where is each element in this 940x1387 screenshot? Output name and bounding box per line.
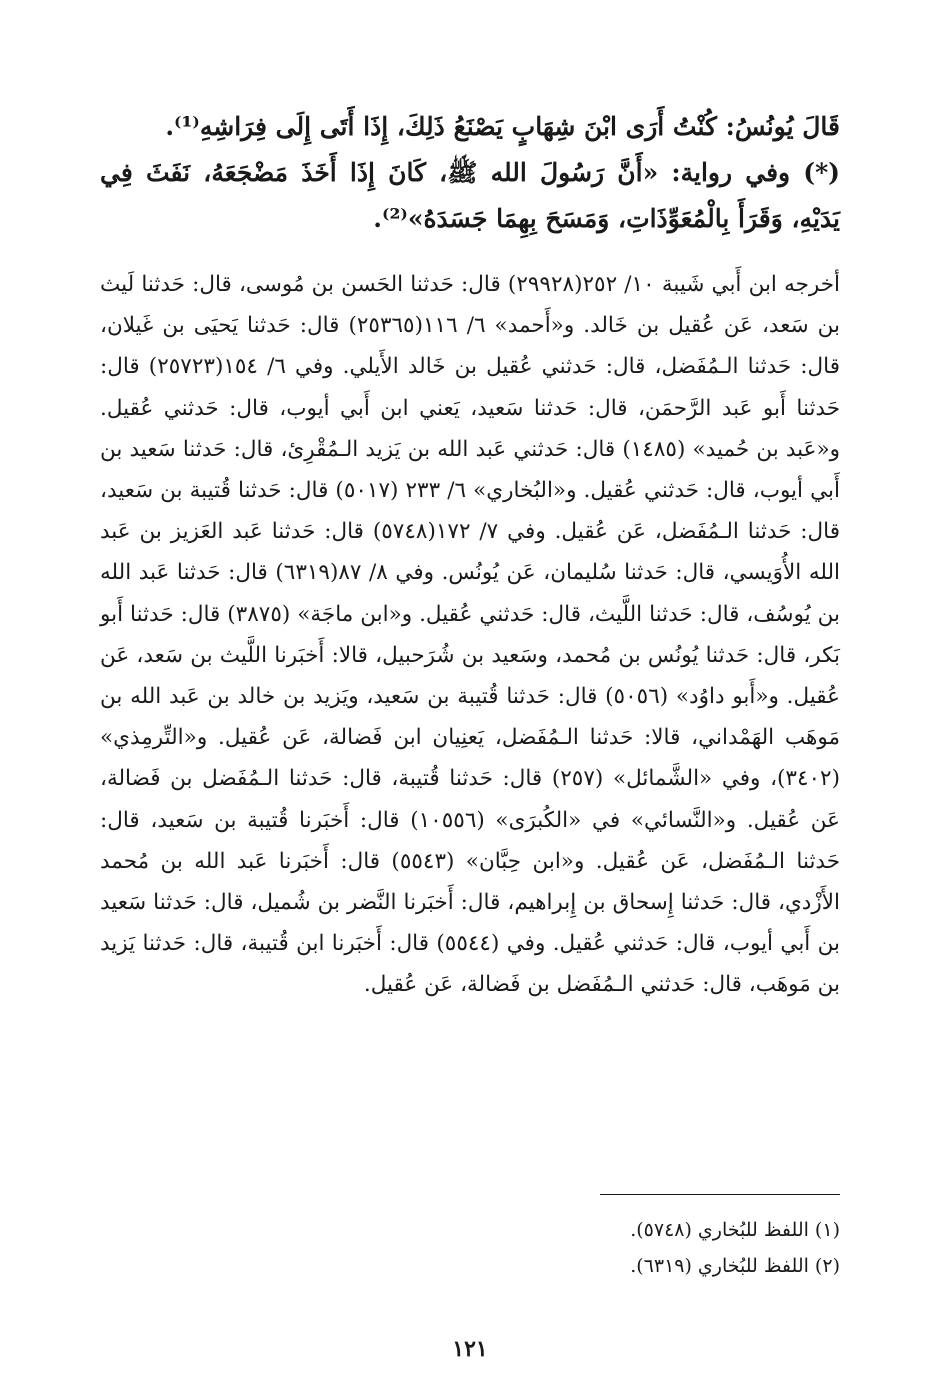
footnote-2: (٢) اللفظ للبُخاري (٦٣١٩).	[630, 1255, 840, 1277]
takhrij-paragraph: أخرجه ابن أَبي شَيبة ١٠/ ٢٥٢(٢٩٩٢٨) قال: حَدثنا الحَسن بن مُوسى، قال: حَدثنا لَيث بن سَعد، عَن عُقيل بن خَالد. و«أَحمد» ٦/ ١١٦(٢٥٣٦٥) قال: حَدثنا يَحيَى بن غَيلان، قال: حَدثنا الـمُفَضل، قال: حَدثني عُقيل بن خَالد الأَيلي. وفي ٦/ ١٥٤(٢٥٧٢٣) قال: حَدثنا أَبو عَبد الرَّحمَن، قال: حَدثنا سَعيد، يَعني ابن أَبي أيوب، قال: حَدثني عُقيل. و«عَبد بن حُميد» (١٤٨٥) قال: حَدثني عَبد الله بن يَزيد الـمُقْرِئ، قال: حَدثنا سَعيد بن أَبي أيوب، قال: حَدثني عُقيل. و«البُخاري» ٦/ ٢٣٣ (٥٠١٧) قال: حَدثنا قُتيبة بن سَعيد، قال: حَدثنا الـمُفَضل، عَن عُقيل. وفي ٧/ ١٧٢(٥٧٤٨) قال: حَدثنا عَبد العَزيز بن عَبد الله الأُوَيسي، قال: حَدثنا سُليمان، عَن يُونُس. وفي ٨/ ٨٧(٦٣١٩) قال: حَدثنا عَبد الله بن يُوسُف، قال: حَدثنا اللَّيث، قال: حَدثني عُقيل. و«ابن ماجَة» (٣٨٧٥) قال: حَدثنا أَبو بَكر، قال: حَدثنا يُونُس بن مُحمد، وسَعيد بن شُرَحبيل، قالا: أَخبَرنا اللَّيث بن سَعد، عَن عُقيل. و«أَبو داوُد» (٥٠٥٦) قال: حَدثنا قُتيبة بن سَعيد، ويَزيد بن خالد بن عَبد الله بن مَوهَب الهَمْداني، قالا: حَدثنا الـمُفَضل، يَعنِيان ابن فَضالة، عَن عُقيل. و«التِّرمِذي» (٣٤٠٢)، وفي «الشَّمائل» (٢٥٧) قال: حَدثنا قُتيبة، قال: حَدثنا الـمُفَضل بن فَضالة، عَن عُقيل. و«النَّسائي» في «الكُبرَى» (١٠٥٥٦) قال: أَخبَرنا قُتيبة بن سَعيد، قال: حَدثنا الـمُفَضل، عَن عُقيل. و«ابن حِبَّان» (٥٥٤٣) قال: أَخبَرنا عَبد الله بن مُحمد الأَزْدي، قال: حَدثنا إِسحاق بن إِبراهيم، قال: أَخبَرنا النَّضر بن شُميل، قال: حَدثنا سَعيد بن أَبي أيوب، قال: حَدثني عُقيل. وفي (٥٥٤٤) قال: أَخبَرنا ابن قُتيبة، قال: حَدثنا يَزيد بن مَوهَب، قال: حَدثني الـمُفَضل بن فَضالة، عَن عُقيل.	[100, 272, 841, 998]
hadith-line-riwaya: (*) وفي رواية: «أَنَّ رَسُولَ الله ﷺ، كَانَ إِذَا أَخَذَ مَضْجَعَهُ، نَفَثَ فِي يَدَيْهِ، وَقَرَأَ بِالْمُعَوِّذَاتِ، وَمَسَحَ بِهِمَا جَسَدَهُ»⁽²⁾.	[100, 158, 840, 233]
footnotes	[100, 1212, 840, 1284]
hadith-line-yunus: قَالَ يُونُسُ: كُنْتُ أَرَى ابْنَ شِهَابٍ يَصْنَعُ ذَلِكَ، إِذَا أَتَى إِلَى فِرَاشِهِ⁽¹⁾.	[165, 112, 840, 141]
takhrij-block	[100, 264, 840, 1006]
footnote-1: (١) اللفظ للبُخاري (٥٧٤٨).	[630, 1219, 840, 1241]
hadith-text-block	[100, 104, 840, 242]
footnote-separator	[600, 1194, 840, 1195]
page-number: ١٢١	[452, 1336, 488, 1362]
